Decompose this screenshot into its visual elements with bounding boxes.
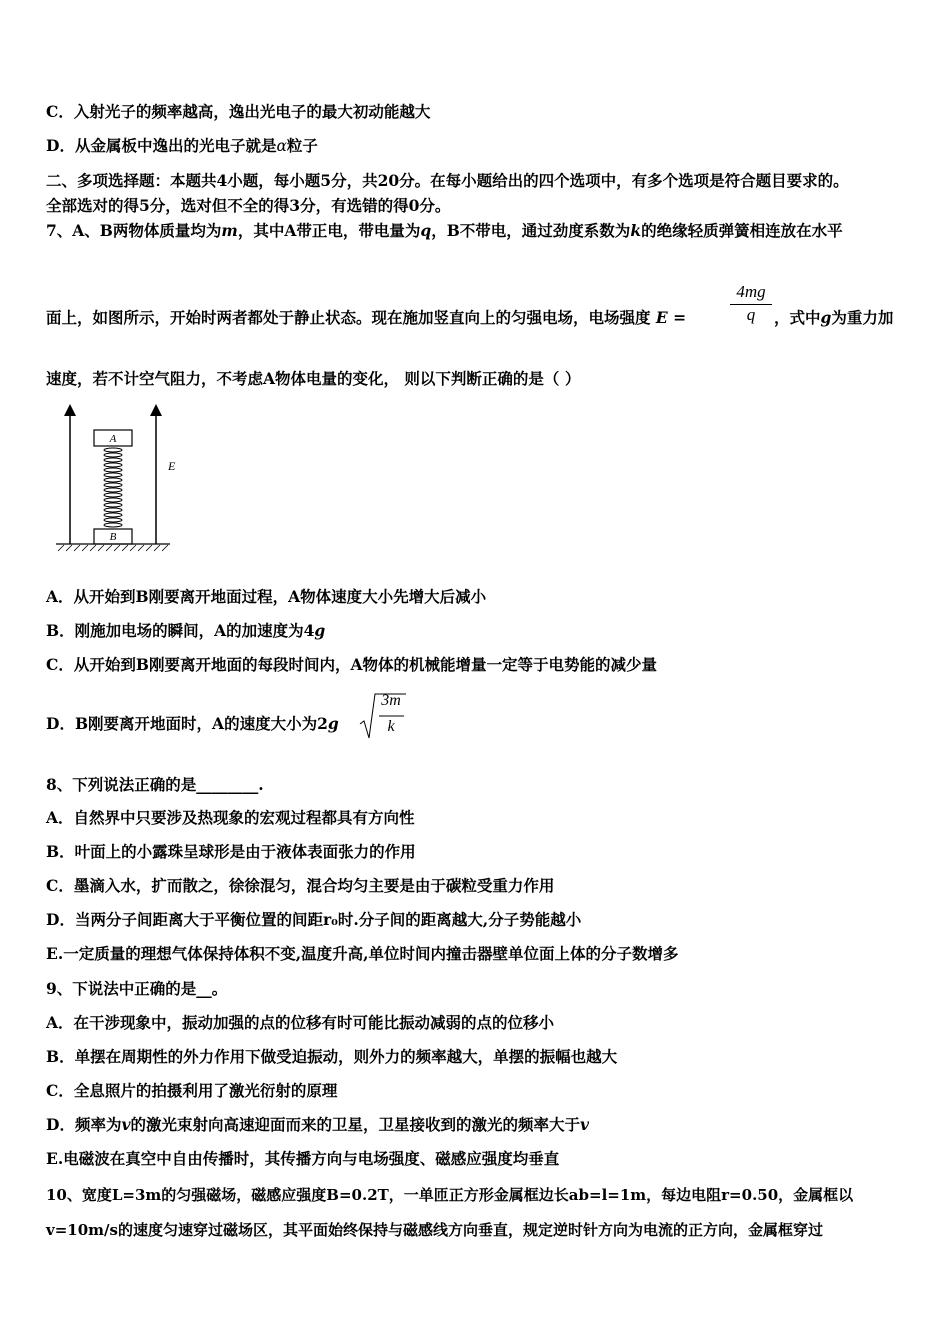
- alpha-symbol: α: [276, 137, 287, 155]
- q6-option-d-suffix: 粒子: [286, 136, 318, 155]
- q7-stem-line3: 速度，若不计空气阻力，不考虑A物体电量的变化， 则以下判断正确的是（ ）: [46, 369, 581, 388]
- spring-coil: [104, 448, 122, 527]
- q8-stem: 8、下列说法正确的是________.: [46, 775, 264, 794]
- q8-option-d: D．当两分子间距离大于平衡位置的间距r₀时.分子间的距离越大,分子势能越小: [46, 910, 582, 929]
- q7-text: 面上，如图所示，开始时两者都处于静止状态。现在施加竖直向上的匀强电场，电场强度: [46, 308, 651, 327]
- q8-option-e: E.一定质量的理想气体保持体积不变,温度升高,单位时间内撞击器壁单位面上体的分子数增多: [46, 944, 679, 963]
- var-q: q: [420, 221, 432, 240]
- q9-option-d: [46, 1115, 589, 1135]
- fraction-4mg-over-q: [730, 282, 772, 325]
- sqrt-fraction: [376, 692, 406, 736]
- q7-option-a: A．从开始到B刚要离开地面过程，A物体速度大小先增大后减小: [46, 587, 487, 606]
- q6-option-d: [46, 136, 318, 156]
- section2-heading-line1: 二、多项选择题：本题共4小题，每小题5分，共20分。在每小题给出的四个选项中，有多个选项是符合题目要求的。: [46, 171, 849, 190]
- var-g: g: [314, 621, 326, 640]
- q9-option-d-text: 的激光束射向高速迎面而来的卫星，卫星接收到的激光的频率大于: [130, 1115, 580, 1134]
- q9-option-c: C．全息照片的拍摄利用了激光衍射的原理: [46, 1081, 338, 1100]
- fraction-numerator: 4mg: [736, 282, 766, 301]
- label-a: A: [109, 433, 117, 445]
- q9-option-d-text: D．频率为: [46, 1115, 122, 1134]
- q10-stem-line2: v=10m/s的速度匀速穿过磁场区，其平面始终保持与磁感线方向垂直，规定逆时针方向为电流的正方向，金属框穿过: [46, 1221, 823, 1239]
- q6-option-d-text: D．从金属板中逸出的光电子就是: [46, 136, 277, 155]
- q8-option-c: C．墨滴入水，扩而散之，徐徐混匀，混合均匀主要是由于碳粒受重力作用: [46, 876, 555, 895]
- q7-text: ，其中A带正电，带电量为: [237, 221, 421, 240]
- q9-option-e: E.电磁波在真空中自由传播时，其传播方向与电场强度、磁感应强度均垂直: [46, 1149, 560, 1168]
- q7-text: ，式中: [774, 308, 821, 327]
- var-v: v: [579, 1115, 589, 1134]
- q7-text: 的绝缘轻质弹簧相连放在水平: [641, 221, 843, 240]
- q6-option-c: C．入射光子的频率越高，逸出光电子的最大初动能越大: [46, 102, 431, 121]
- var-k: k: [630, 221, 642, 240]
- fraction-denominator: q: [730, 304, 772, 325]
- section2-heading-line2: 全部选对的得5分，选对但不全的得3分，有选错的得0分。: [46, 196, 451, 215]
- q8-option-b: B．叶面上的小露珠呈球形是由于液体表面张力的作用: [46, 842, 416, 861]
- label-b: B: [109, 531, 117, 543]
- q9-stem: 9、下说法中正确的是__。: [46, 979, 228, 998]
- q7-option-d: [46, 714, 339, 734]
- q7-stem-line1: [46, 221, 843, 241]
- sqrt-numerator: 3m: [381, 692, 401, 709]
- q7-option-c: C．从开始到B刚要离开地面的每段时间内，A物体的机械能增量一定等于电势能的减少量: [46, 655, 657, 674]
- label-e: E: [168, 459, 176, 473]
- q7-text: ，B不带电，通过劲度系数为: [431, 221, 631, 240]
- q7-option-d-text: D．B刚要离开地面时，A的速度大小为2: [46, 714, 328, 733]
- var-v: v: [121, 1115, 131, 1134]
- var-g: g: [820, 308, 832, 327]
- q9-option-b: B．单摆在周期性的外力作用下做受迫振动，则外力的频率越大，单摆的振幅也越大: [46, 1047, 618, 1066]
- e-equals: E =: [655, 308, 687, 327]
- var-m: m: [221, 221, 238, 240]
- q7-option-b: [46, 621, 325, 641]
- q7-text: 为重力加: [831, 308, 894, 327]
- q7-text: 7、A、B两物体质量均为: [46, 221, 222, 240]
- q7-stem-line2-right: [774, 308, 893, 328]
- q7-stem-line2-left: [46, 308, 686, 328]
- q7-option-b-text: B．刚施加电场的瞬间，A的加速度为4: [46, 621, 315, 640]
- sqrt-denominator: k: [387, 718, 395, 735]
- q10-stem-line1: 10、宽度L=3m的匀强磁场，磁感应强度B=0.2T，一单匝正方形金属框边长ab=l=1m，每边电阻r=0.50，金属框以: [46, 1186, 854, 1204]
- spring-figure: [52, 404, 182, 564]
- q9-option-a: A．在干涉现象中，振动加强的点的位移有时可能比振动减弱的点的位移小: [46, 1013, 555, 1032]
- q8-option-a: A．自然界中只要涉及热现象的宏观过程都具有方向性: [46, 808, 415, 827]
- var-g: g: [327, 714, 339, 733]
- ground-hatch: [58, 545, 168, 551]
